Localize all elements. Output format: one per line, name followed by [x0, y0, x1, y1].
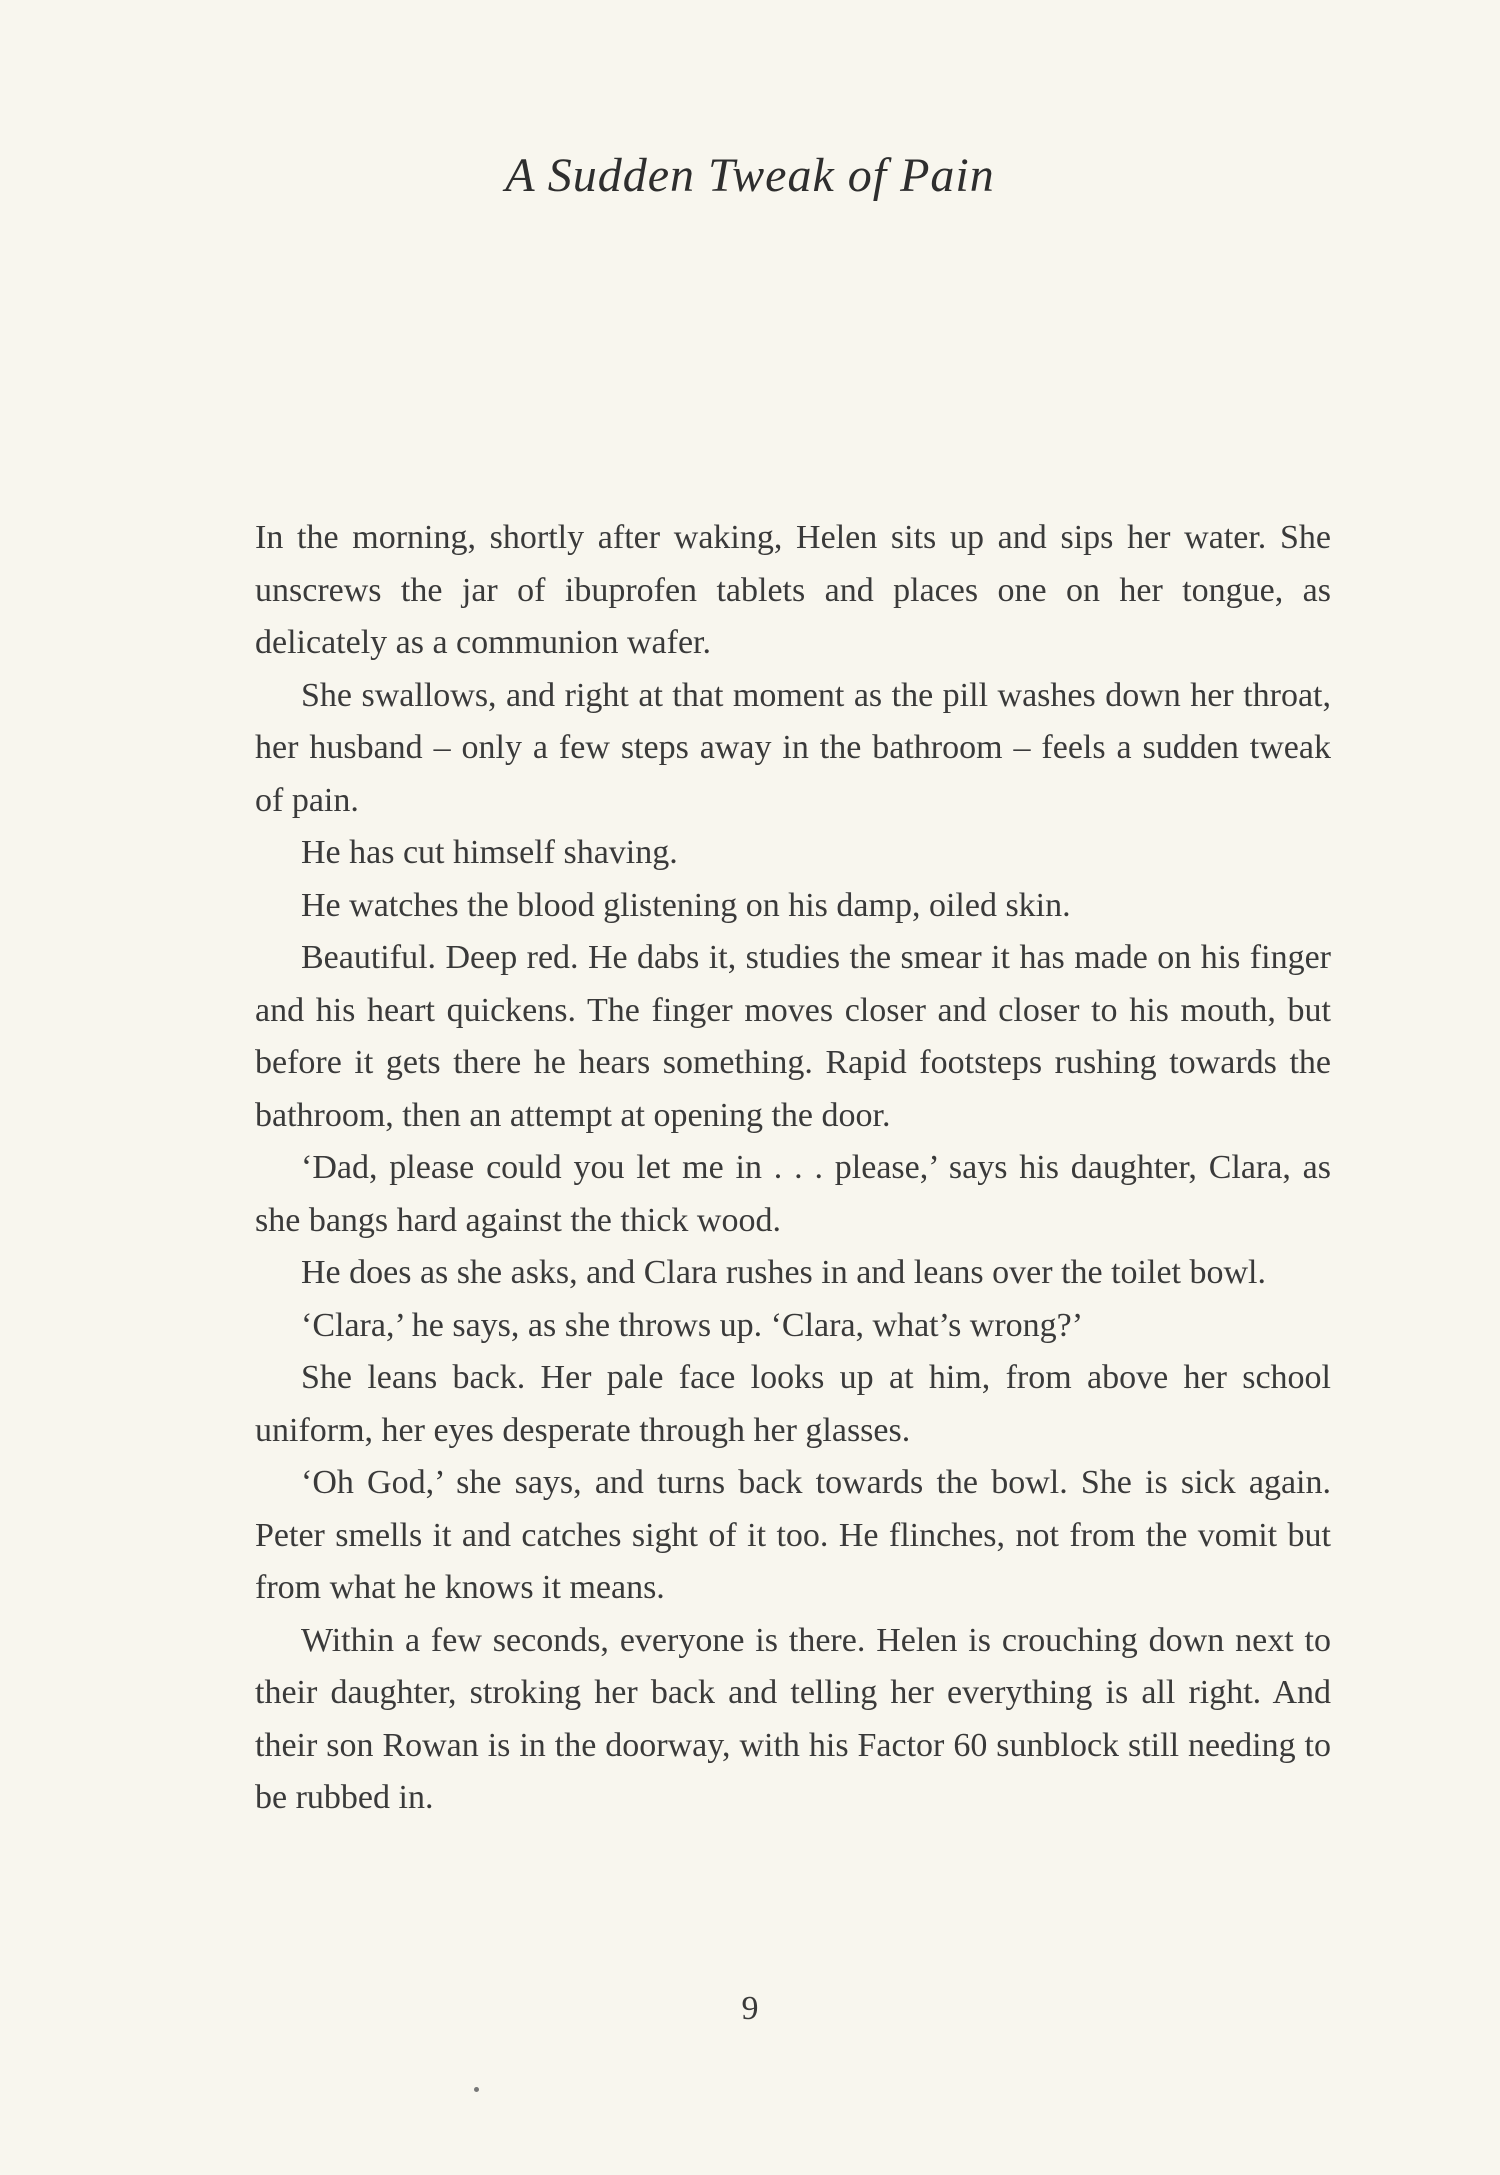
paragraph: In the morning, shortly after waking, Helen sits up and sips her water. She unscrews the jar of ibuprofen tablets and places one on her tongue, as delicately as a communion wafer. — [255, 519, 1331, 661]
paragraph: ‘Dad, please could you let me in . . . please,’ says his daughter, Clara, as she bangs hard against the thick wood. — [255, 1149, 1331, 1239]
chapter-title: A Sudden Tweak of Pain — [505, 149, 995, 202]
scan-speck — [474, 2087, 479, 2092]
paragraph: He has cut himself shaving. — [301, 834, 678, 871]
paragraph: He watches the blood glistening on his damp, oiled skin. — [301, 886, 1071, 924]
paragraph: Within a few seconds, everyone is there. Helen is crouching down next to their daughter, stroking her back and telling her everything is all right. And their son Rowan is in the doorway, with his Factor 60 sunblock still needing to be rubbed in. — [255, 1621, 1331, 1816]
paragraph: He does as she asks, and Clara rushes in and leans over the toilet bowl. — [301, 1254, 1266, 1291]
paragraph: Beautiful. Deep red. He dabs it, studies the smear it has made on his finger and his heart quickens. The finger moves closer and closer to his mouth, but before it gets there he hears something. Rapid footsteps rushing towards the bathroom, then an attempt at opening the door. — [255, 939, 1331, 1134]
paragraph: ‘Oh God,’ she says, and turns back towards the bowl. She is sick again. Peter smells it and catches sight of it too. He flinches, not from the vomit but from what he knows it means. — [255, 1464, 1331, 1606]
paragraph: She leans back. Her pale face looks up at him, from above her school uniform, her eyes desperate through her glasses. — [255, 1359, 1331, 1449]
page-number: 9 — [741, 1990, 759, 2027]
paragraph: She swallows, and right at that moment as the pill washes down her throat, her husband – only a few steps away in the bathroom – feels a sudden tweak of pain. — [255, 676, 1331, 819]
chapter-body — [255, 512, 1331, 1825]
paragraph: ‘Clara,’ he says, as she throws up. ‘Clara, what’s wrong?’ — [301, 1306, 1084, 1344]
